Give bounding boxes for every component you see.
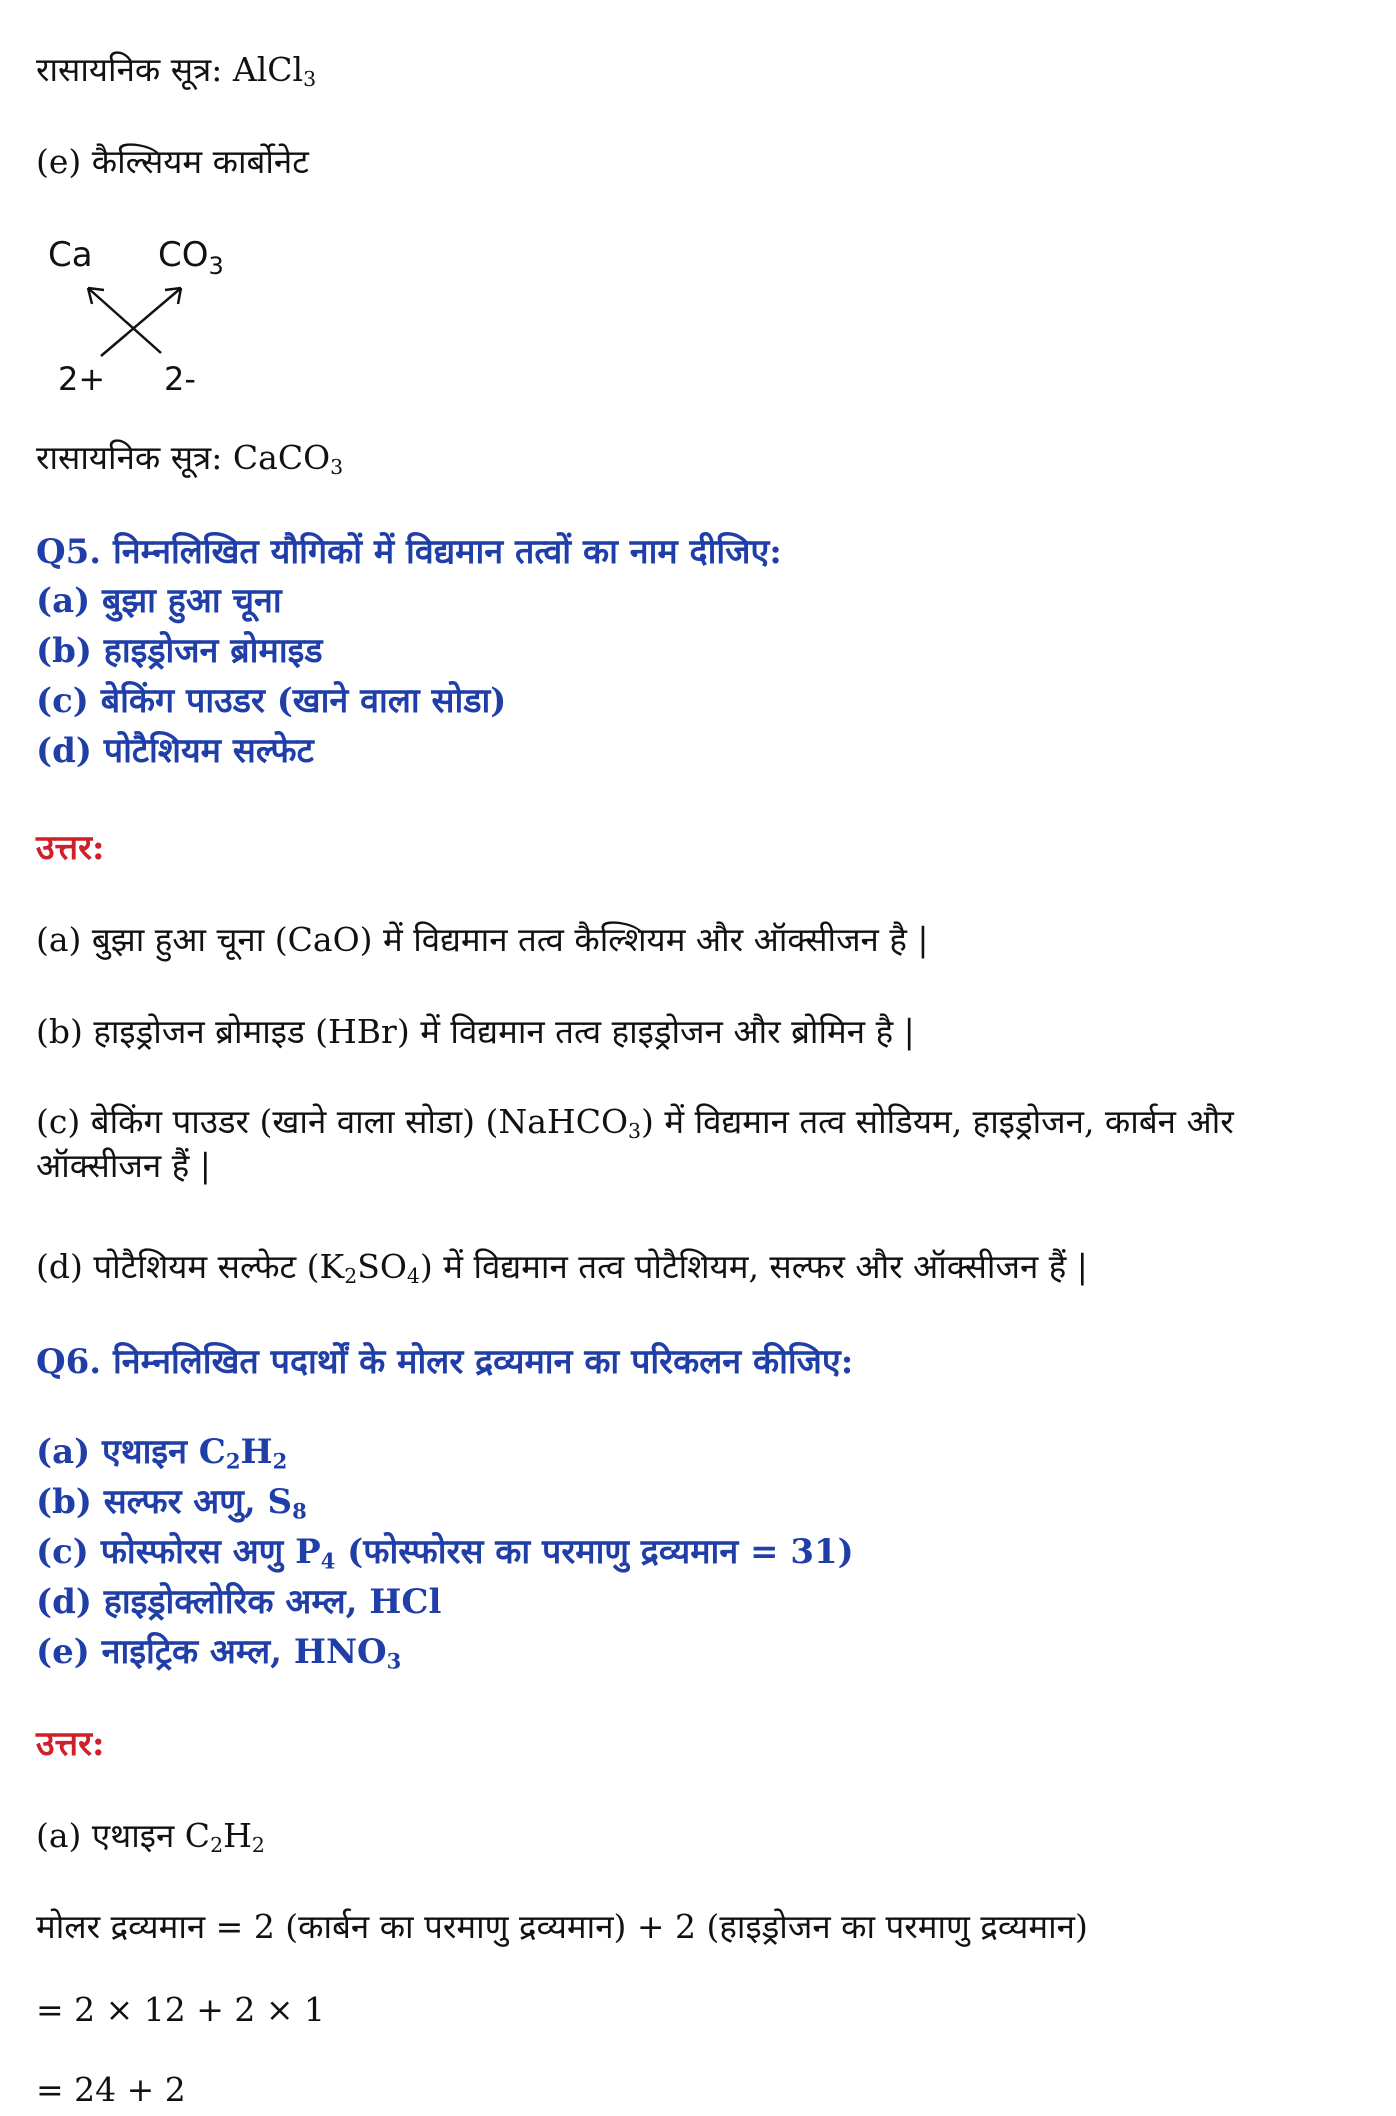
diagram-cation: Ca xyxy=(48,235,93,275)
q5-item-d: (d) पोटैशियम सल्फेट xyxy=(36,731,314,771)
q6-item-a: (a) एथाइन $C_2H_2$ xyxy=(36,1432,288,1474)
q6-calc-step-2: = 24 + 2 xyxy=(36,2070,186,2109)
q5-item-b: (b) हाइड्रोजन ब्रोमाइड xyxy=(36,631,323,671)
q6-title: Q6. निम्नलिखित पदार्थों के मोलर द्रव्यमान का परिकलन कीजिए: xyxy=(36,1342,854,1382)
q5-answer-a: (a) बुझा हुआ चूना (CaO) में विद्यमान तत्व कैल्शियम और ऑक्सीजन है | xyxy=(36,920,929,959)
q5-title: Q5. निम्नलिखित यौगिकों में विद्यमान तत्वों का नाम दीजिए: xyxy=(36,532,782,572)
q6-answer-a-heading: (a) एथाइन $C_2H_2$ xyxy=(36,1816,265,1858)
q6-calc-step-1: = 2 × 12 + 2 × 1 xyxy=(36,1990,326,2029)
diagram-cation-charge: 2+ xyxy=(58,360,106,398)
q5-item-a: (a) बुझा हुआ चूना xyxy=(36,581,282,621)
q6-item-e: (e) नाइट्रिक अम्ल, $HNO_3$ xyxy=(36,1632,402,1674)
q5-answer-d: (d) पोटैशियम सल्फेट $(K_2SO_4)$ में विद्यमान तत्व पोटैशियम, सल्फर और ऑक्सीजन हैं | xyxy=(36,1247,1088,1289)
caco3-formula-line xyxy=(36,436,1366,480)
diagram-anion: $CO_3$ xyxy=(158,235,224,280)
caco3-formula: CaCO$_3$ xyxy=(232,438,344,480)
q5-answer-c: (c) बेकिंग पाउडर (खाने वाला सोडा) (NaHCO$_3$) में विद्यमान तत्व सोडियम, हाइड्रोजन, कार्बन और ऑक्सीजन हैं | xyxy=(36,1102,1234,1185)
q6-item-d: (d) हाइड्रोक्लोरिक अम्ल, HCl xyxy=(36,1582,442,1622)
q5-answer-label: उत्तर: xyxy=(36,828,105,868)
diagram-arrow-line-left xyxy=(88,288,161,353)
alcl3-formula-line xyxy=(36,48,1366,92)
diagram-arrow-line-right xyxy=(101,288,181,356)
q6-item-c: (c) फोस्फोरस अणु $P_4$ (फोस्फोरस का परमाणु द्रव्यमान = 31) xyxy=(36,1532,854,1574)
q6-answer-label: उत्तर: xyxy=(36,1724,105,1764)
q5-answer-b: (b) हाइड्रोजन ब्रोमाइड (HBr) में विद्यमान तत्व हाइड्रोजन और ब्रोमिन है | xyxy=(36,1012,915,1051)
part-e-heading: (e) कैल्सियम कार्बोनेट xyxy=(36,142,309,181)
formula-label: रासायनिक सूत्र: xyxy=(36,50,223,89)
crisscross-diagram xyxy=(36,228,296,398)
formula-label: रासायनिक सूत्र: xyxy=(36,438,223,477)
diagram-anion-charge: 2- xyxy=(164,360,196,398)
alcl3-formula: AlCl$_3$ xyxy=(232,50,317,92)
q6-item-b: (b) सल्फर अणु, $S_8$ xyxy=(36,1482,307,1524)
q5-item-c: (c) बेकिंग पाउडर (खाने वाला सोडा) xyxy=(36,681,507,721)
q6-molar-mass-line: मोलर द्रव्यमान = 2 (कार्बन का परमाणु द्रव्यमान) + 2 (हाइड्रोजन का परमाणु द्रव्यमान) xyxy=(36,1907,1088,1946)
